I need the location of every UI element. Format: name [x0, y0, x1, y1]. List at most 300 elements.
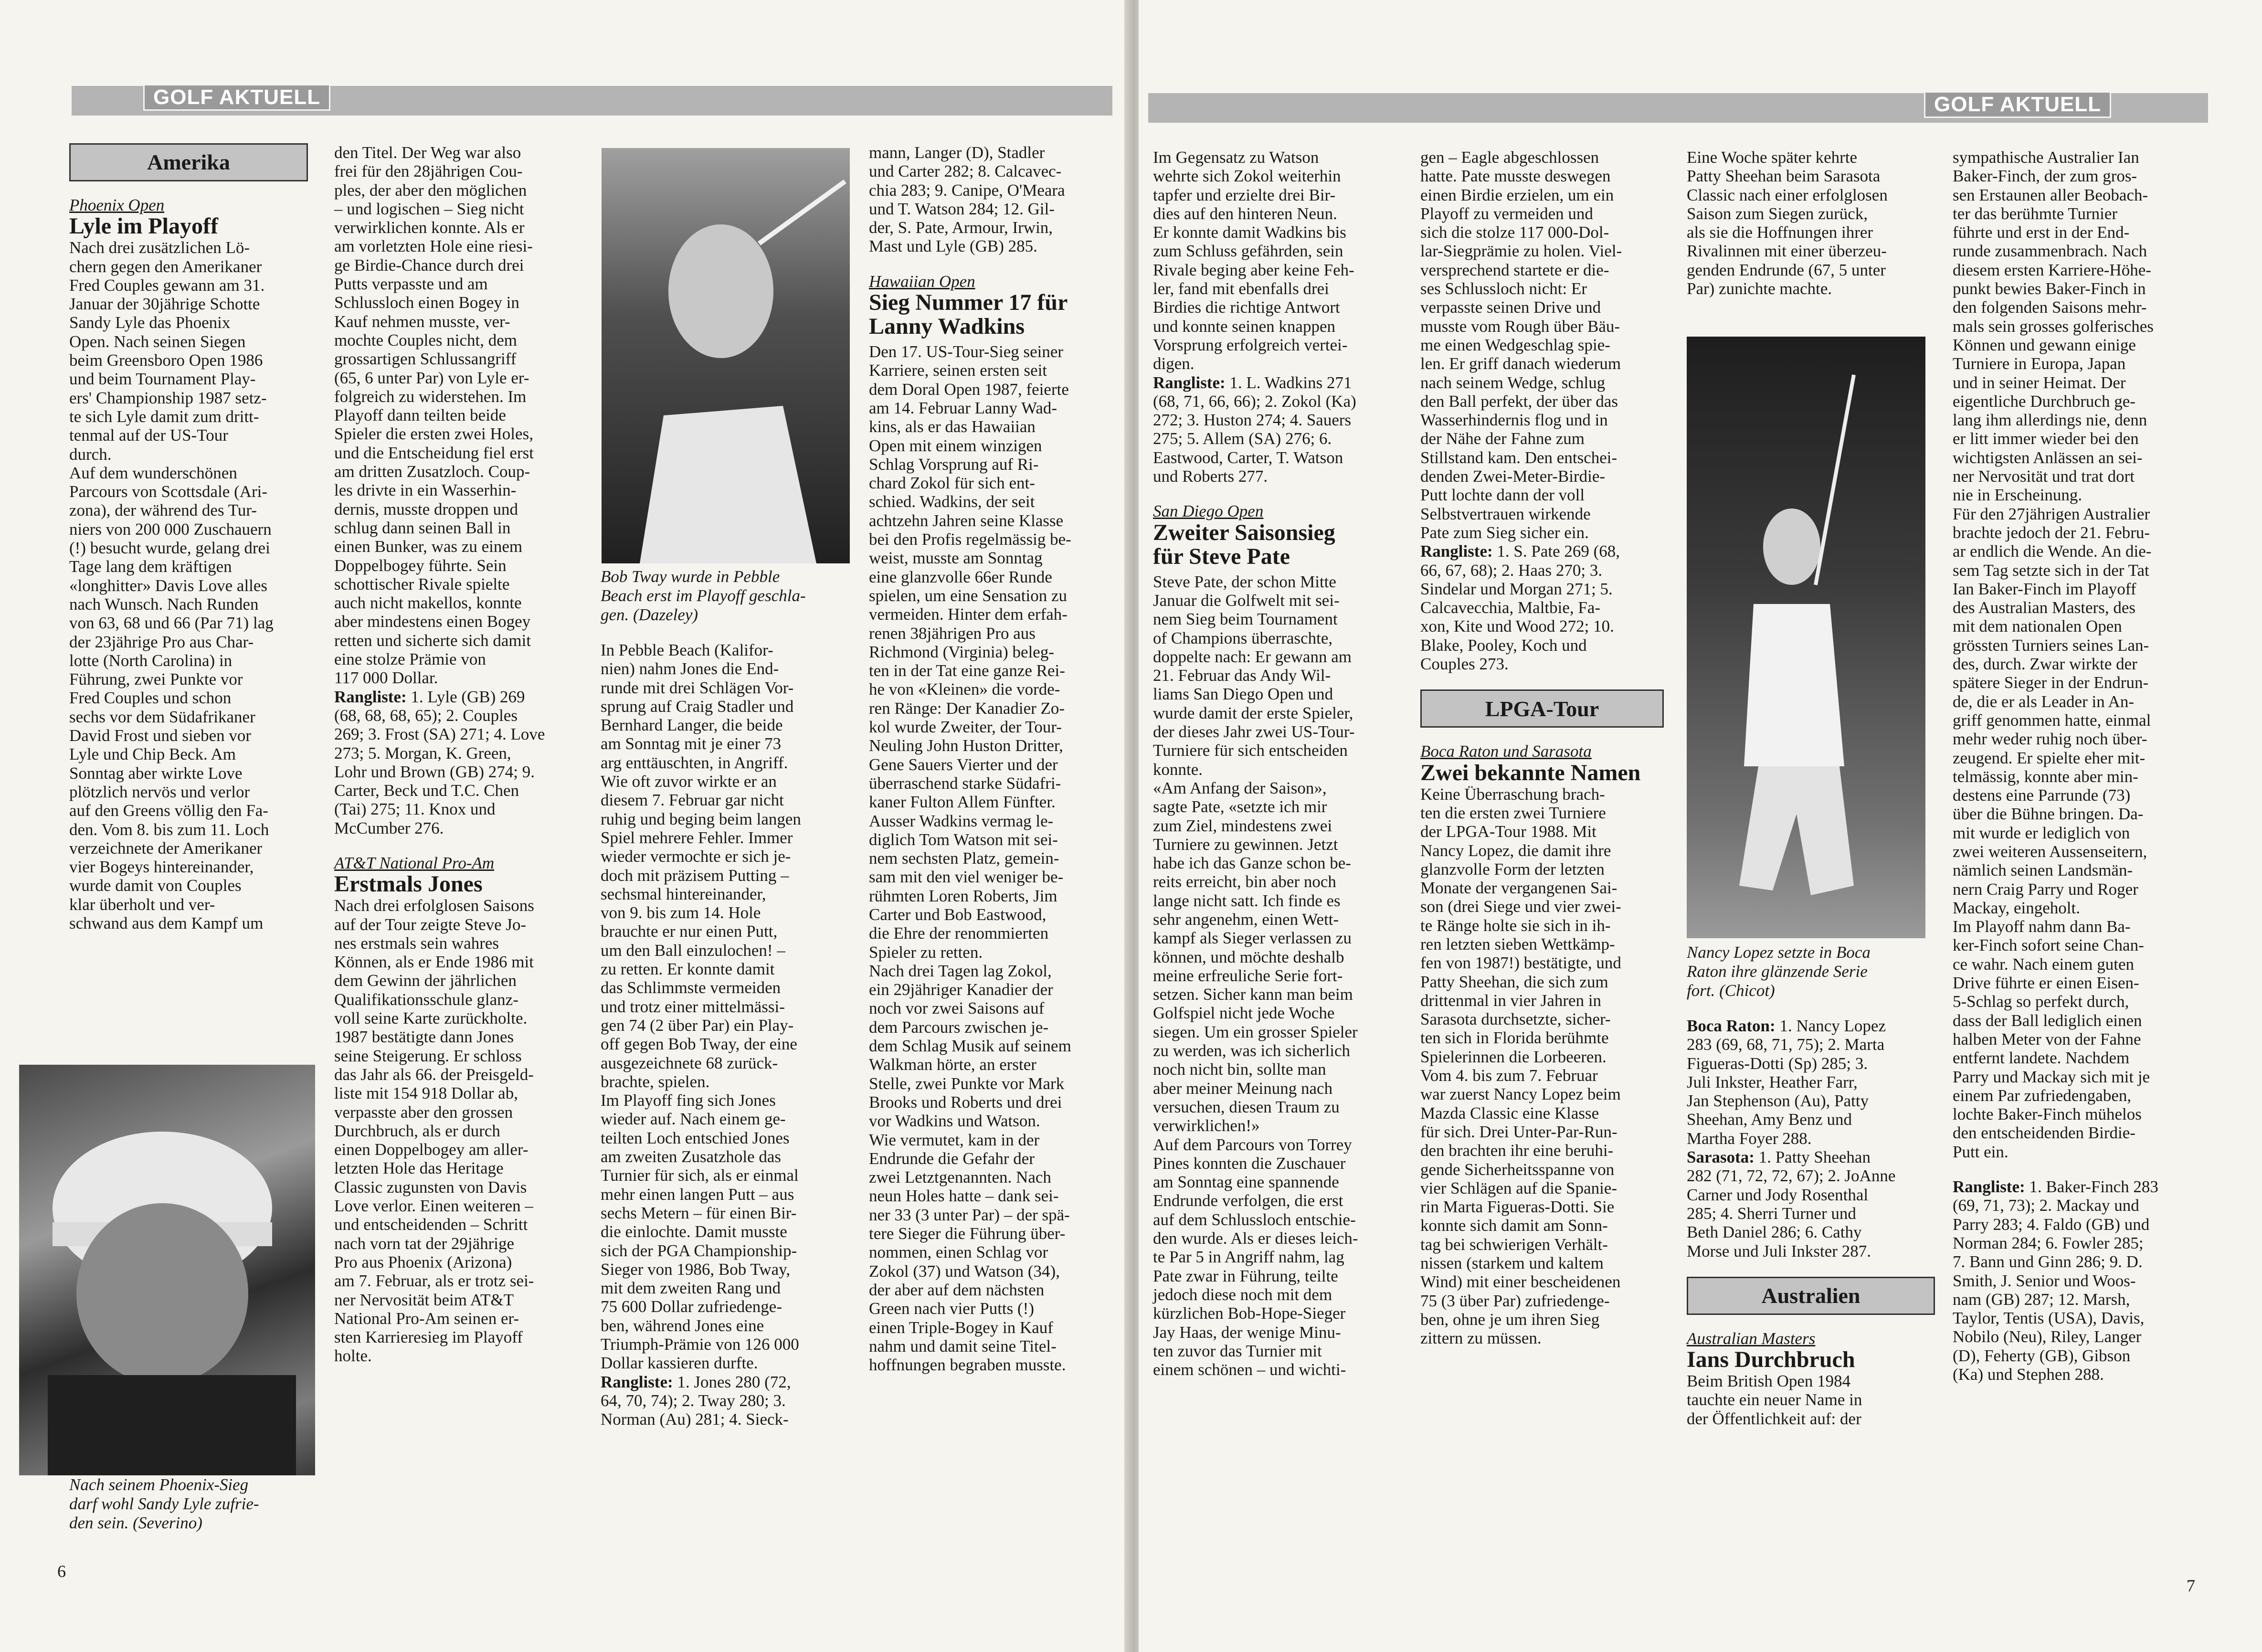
text-line: diglich Tom Watson mit sei-	[869, 830, 1058, 849]
text-line: Wind) mit einer bescheidenen	[1420, 1272, 1621, 1292]
text-line: rühmten Loren Roberts, Jim	[869, 886, 1057, 905]
text-line: beim Greensboro Open 1986	[69, 351, 263, 370]
text-line: weist, musste am Sonntag	[869, 549, 1043, 568]
right-page	[1139, 0, 2262, 1652]
text-line: mit dem nationalen Open	[1953, 617, 2122, 636]
text-line: ten sich in Florida berühmte	[1420, 1028, 1609, 1048]
text-line: habe ich das Ganze schon be-	[1153, 854, 1351, 873]
photo-nancy-lopez	[1687, 337, 1925, 938]
ranking-text: 1. L. Wadkins 271	[1225, 373, 1352, 392]
text-line: Golfspiel nicht jede Woche	[1153, 1004, 1335, 1023]
text-line: Richmond (Virginia) beleg-	[869, 642, 1054, 661]
text-line: Kauf nehmen musste, ver-	[334, 312, 510, 331]
text-line: diesem 7. Februar gar nicht	[601, 791, 784, 810]
ranking-line: Carner und Jody Rosenthal	[1687, 1185, 1869, 1204]
text-line: einem Par zufriedengaben,	[1953, 1086, 2132, 1105]
ranking-text: 1. Patty Sheehan	[1754, 1148, 1871, 1167]
column-6	[1420, 148, 1664, 1348]
text-line: am Sonntag eine spannende	[1153, 1173, 1339, 1192]
text-line: Open mit einem winzigen	[869, 436, 1042, 455]
text-line: Playoff dann teilten beide	[334, 406, 506, 425]
text-line: me einen Wedgeschlag spie-	[1420, 335, 1610, 354]
text-line: verpasste aber den grossen	[334, 1102, 513, 1122]
text-line: teilten Loch entschied Jones	[601, 1128, 790, 1147]
text-line: musste vom Rough über Bäu-	[1420, 317, 1620, 336]
text-line: vier Schlägen auf die Spanie-	[1420, 1178, 1617, 1197]
text-line: brachte jedoch der 21. Febru-	[1953, 523, 2150, 542]
text-line: Carter und Bob Eastwood,	[869, 905, 1046, 924]
text-line: Mazda Classic eine Klasse	[1420, 1103, 1599, 1123]
text-line: he von «Kleinen» die vorde-	[869, 680, 1060, 699]
text-line: Playoff zu vermeiden und	[1420, 204, 1593, 223]
text-line: einem schönen – und wichti-	[1153, 1360, 1346, 1379]
text-line: die Ehre der renommierten	[869, 924, 1049, 943]
text-line: tag bei schwierigen Verhält-	[1420, 1235, 1608, 1254]
text-line: Können und gewann einige	[1953, 335, 2136, 354]
text-line: Drive führte er einen Eisen-	[1953, 974, 2139, 993]
text-line: dem Gewinn der jährlichen	[334, 971, 517, 990]
ranking-line	[1687, 1017, 1935, 1035]
text-line: folgreich zu widerstehen. Im	[334, 387, 527, 406]
text-line: (!) besucht wurde, gelang drei	[69, 539, 270, 558]
column-8	[1953, 148, 2201, 1384]
ranking-boca-raton	[1687, 1017, 1935, 1148]
text-line: konnte.	[1153, 760, 1203, 779]
text-line: überraschend starke Südafri-	[869, 773, 1061, 793]
text-line: ein 29jähriger Kanadier der	[869, 980, 1053, 999]
text-line: Nancy Lopez, die damit ihre	[1420, 841, 1611, 860]
text-line: halben Meter von der Fahne	[1953, 1029, 2141, 1048]
text-line: Können, als er Ende 1986 mit	[334, 953, 534, 972]
ranking-line	[1953, 1177, 2201, 1196]
text-line: Sonntag aber wirkte Love	[69, 763, 243, 783]
kicker-att-pro-am: AT&T National Pro-Am	[334, 853, 495, 872]
text-line: den wurde. Als er dieses leich-	[1153, 1229, 1358, 1248]
text-line: nern Craig Parry und Roger	[1953, 879, 2138, 899]
text-line: nissen (starkem und kaltem	[1420, 1254, 1604, 1273]
text-line: renen 38jährigen Pro aus	[869, 624, 1036, 643]
text-line: Dollar kassieren durfte.	[601, 1354, 758, 1373]
text-line: Brooks und Roberts und drei	[869, 1092, 1062, 1112]
text-line: genden Endrunde (67, 5 unter	[1687, 260, 1886, 279]
headline-jones: Erstmals Jones	[334, 871, 483, 897]
text-line: grossartigen Schlussangriff	[334, 349, 517, 369]
text-line: am 7. Februar, als er trotz sei-	[334, 1271, 534, 1291]
article-body-pate-continued	[1420, 148, 1664, 542]
ranking-line: 285; 4. Sherri Turner und	[1687, 1204, 1856, 1223]
text-line: auf dem Schlussloch entschie-	[1153, 1210, 1356, 1229]
text-line: lotte (North Carolina) in	[69, 651, 233, 670]
article-body-lpga	[1420, 785, 1664, 1348]
text-line: ers' Championship 1987 setz-	[69, 388, 267, 407]
text-line: Fred Couples gewann am 31.	[69, 275, 265, 295]
text-line: Baker-Finch, der zum gros-	[1953, 167, 2137, 186]
text-line: National Pro-Am seinen er-	[334, 1309, 519, 1328]
ranking-line: Sindelar und Morgan 271; 5.	[1420, 579, 1613, 598]
text-line: Steve Pate, der schon Mitte	[1153, 572, 1336, 591]
text-line: drittenmal in vier Jahren in	[1420, 991, 1602, 1010]
text-line: Beach erst im Playoff geschla-	[601, 586, 806, 605]
ranking-line: (68, 71, 66, 66); 2. Zokol (Ka)	[1153, 392, 1356, 411]
text-line: mit dem zweiten Rang und	[601, 1279, 781, 1298]
headline-lyle: Lyle im Playoff	[69, 213, 218, 239]
article-body-wadkins	[869, 342, 1108, 1374]
text-line: der Nähe der Fahne zum	[1420, 429, 1585, 448]
text-line: ruhig und beging beim langen	[601, 809, 801, 828]
text-line: Sieger von 1986, Bob Tway,	[601, 1260, 791, 1279]
ranking-text: 1. S. Pate 269 (68,	[1492, 542, 1620, 561]
text-line: Bob Tway wurde in Pebble	[601, 567, 780, 586]
text-line: Nach seinem Phoenix-Sieg	[69, 1475, 249, 1494]
text-line: den. Vom 8. bis zum 11. Loch	[69, 820, 269, 839]
ranking-san-diego	[1420, 542, 1664, 673]
text-line: Januar der 30jährige Schotte	[69, 295, 260, 314]
ranking-line: Martha Foyer 288.	[1687, 1129, 1812, 1148]
text-line: diesem ersten Karriere-Höhe-	[1953, 260, 2151, 279]
ranking-line: Morse und Juli Inkster 287.	[1687, 1241, 1871, 1260]
headline-pate	[1153, 521, 1401, 569]
text-line: Patty Sheehan beim Sarasota	[1687, 167, 1881, 186]
text-line: eine stolze Prämie von	[334, 650, 486, 669]
photo-sandy-lyle	[19, 1065, 315, 1475]
text-line: und T. Watson 284; 12. Gil-	[869, 199, 1055, 218]
text-line: mann, Langer (D), Stadler	[869, 143, 1045, 162]
ranking-line: Norman (Au) 281; 4. Sieck-	[601, 1410, 789, 1429]
text-line: chia 283; 9. Canipe, O'Meara	[869, 180, 1065, 200]
ranking-line: (Ka) und Stephen 288.	[1953, 1365, 2104, 1384]
column-3	[601, 567, 849, 1429]
text-line: kins, als er das Hawaiian	[869, 417, 1036, 436]
text-line: de, die er als Leader in An-	[1953, 692, 2134, 711]
text-line: Par) zunichte machte.	[1687, 279, 1832, 298]
ranking-line: 275; 5. Allem (SA) 276; 6.	[1153, 429, 1332, 448]
text-line: nämlich seinen Landsmän-	[1953, 861, 2133, 880]
article-body-pate	[1153, 572, 1401, 1379]
headline-wadkins	[869, 291, 1108, 339]
ranking-line: McCumber 276.	[334, 818, 444, 837]
text-line: ker-Finch sofort seine Chan-	[1953, 936, 2144, 955]
text-line: wichtigsten Anlässen an sei-	[1953, 448, 2143, 467]
text-line: nach seinem Wedge, schlug	[1420, 373, 1606, 392]
text-line: Stelle, zwei Punkte vor Mark	[869, 1074, 1065, 1093]
text-line: Neuling John Huston Dritter,	[869, 736, 1063, 755]
text-line: Fred Couples und schon	[69, 688, 232, 708]
ranking-line: nam (GB) 287; 12. Marsh,	[1953, 1290, 2130, 1309]
text-line: tenmal auf der US-Tour	[69, 426, 228, 445]
caption-bob-tway	[601, 567, 849, 625]
text-line: hatte. Pate musste deswegen	[1420, 167, 1611, 186]
text-line: sehr angenehm, einen Wett-	[1153, 910, 1339, 929]
headline-durchbruch: Ians Durchbruch	[1687, 1347, 1855, 1373]
text-line: brachte, spielen.	[601, 1072, 710, 1091]
ranking-line: Norman 284; 6. Fowler 285;	[1953, 1233, 2144, 1252]
text-line: sten Karrieresieg im Playoff	[334, 1328, 523, 1347]
ranking-line: 272; 3. Huston 274; 4. Sauers	[1153, 411, 1352, 430]
text-line: Birdies die richtige Antwort	[1153, 298, 1340, 317]
text-line: zeugend. Er spielte eher mit-	[1953, 748, 2146, 767]
text-line: doppelte nach: Er gewann am	[1153, 647, 1352, 666]
text-line: fen von 1987!) bestätigte, und	[1420, 953, 1621, 973]
text-line: Ian Baker-Finch im Playoff	[1953, 579, 2136, 598]
ranking-line	[334, 688, 559, 706]
text-line: Saison zum Siegen zurück,	[1687, 204, 1868, 223]
text-line: Schlussloch einen Bogey in	[334, 293, 519, 312]
text-line: Für den 27jährigen Australier	[1953, 504, 2150, 523]
ranking-text: 1. Nancy Lopez	[1775, 1017, 1886, 1035]
text-line: Doppelbogey führte. Sein	[334, 556, 507, 575]
text-line: der LPGA-Tour 1988. Mit	[1420, 822, 1596, 841]
text-line: digen.	[1153, 354, 1194, 373]
text-line: – und logischen – Sieg nicht	[334, 199, 524, 218]
text-line: Spieler zu retten.	[869, 942, 983, 962]
text-line: Classic nach einer erfolglosen	[1687, 185, 1888, 204]
text-line: Nach drei Tagen lag Zokol,	[869, 961, 1052, 980]
text-line: meine erfreuliche Serie fort-	[1153, 966, 1343, 985]
text-line: Führung, zwei Punkte vor	[69, 670, 243, 689]
section-heading-amerika: Amerika	[69, 143, 308, 181]
text-line: Karriere, seinen ersten seit	[869, 361, 1047, 380]
text-line: son (drei Siege und vier zwei-	[1420, 897, 1621, 916]
text-line: Mast und Lyle (GB) 285.	[869, 237, 1037, 256]
text-line: chern gegen den Amerikaner	[69, 257, 262, 276]
text-line: zona), der während des Tur-	[69, 501, 257, 520]
headline-zwei-namen: Zwei bekannte Namen	[1420, 760, 1641, 785]
text-line: und trotz einer mittelmässi-	[601, 997, 785, 1016]
text-line: spielen, um eine Sensation zu	[869, 586, 1068, 605]
text-line: Er konnte damit Wadkins bis	[1153, 223, 1346, 242]
text-line: nes erstmals sein wahres	[334, 933, 499, 953]
ranking-label: Rangliste:	[1153, 373, 1226, 392]
text-line: (65, 6 unter Par) von Lyle er-	[334, 368, 529, 387]
ranking-label: Rangliste:	[601, 1372, 673, 1391]
text-line: zu retten. Er konnte damit	[601, 960, 775, 979]
text-line: eine glanzvolle 66er Runde	[869, 567, 1052, 586]
text-line: der 23jährige Pro aus Char-	[69, 632, 254, 651]
text-line: Mackay, eingeholt.	[1953, 898, 2080, 917]
text-line: kaner Fulton Allem Fünfter.	[869, 793, 1056, 812]
text-line: war zuerst Nancy Lopez beim	[1420, 1085, 1621, 1104]
ranking-hawaiian	[1153, 373, 1401, 486]
text-line: nem sechsten Platz, gemein-	[869, 849, 1059, 868]
text-line: um den Ball einzulochen! –	[601, 941, 785, 960]
text-line: zum Ziel, mindestens zwei	[1153, 816, 1332, 835]
section-heading-lpga: LPGA-Tour	[1420, 689, 1664, 728]
text-line: den brachten ihr eine beruhi-	[1420, 1141, 1614, 1160]
text-line: ar endlich die Wende. An die-	[1953, 542, 2152, 561]
text-line: ben, ohne je um ihren Sieg	[1420, 1310, 1600, 1329]
text-line: am vorletzten Hole eine riesi-	[334, 237, 533, 256]
text-line: mehr weder ruhig noch über-	[1953, 730, 2147, 749]
text-line: wurde damit von Couples	[69, 876, 242, 895]
text-line: dem Doral Open 1987, feierte	[869, 380, 1069, 399]
text-line: sem Tag setzte sich in der Tat	[1953, 561, 2149, 580]
text-line: griff genommen hatte, einmal	[1953, 710, 2151, 730]
text-line: und entscheidenden – Schritt	[334, 1215, 528, 1234]
text-line: Nach drei erfolglosen Saisons	[334, 896, 534, 915]
ranking-line: Beth Daniel 286; 6. Cathy	[1687, 1223, 1862, 1242]
text-line: verwirklichen!»	[1153, 1116, 1260, 1135]
text-line: den Ball perfekt, der über das	[1420, 392, 1618, 411]
text-line: doch mit präzisem Putting –	[601, 866, 789, 885]
text-line: chard Zokol für sich ent-	[869, 474, 1035, 493]
text-line: Turniere zu gewinnen. Jetzt	[1153, 835, 1338, 854]
ranking-line: Smith, J. Senior und Woos-	[1953, 1271, 2136, 1290]
text-line: sam mit den viel weniger be-	[869, 868, 1064, 887]
text-line: Endrunde die Gefahr der	[869, 1149, 1035, 1168]
text-line: Pines konnten die Zuschauer	[1153, 1154, 1346, 1173]
text-line: denden Zwei-Meter-Birdie-	[1420, 467, 1606, 486]
ranking-line: 269; 3. Frost (SA) 271; 4. Love	[334, 725, 545, 744]
text-line: Triumph-Prämie von 126 000	[601, 1334, 799, 1354]
text-line: ler, fand mit ebenfalls drei	[1153, 279, 1329, 298]
text-line: tere Sieger die Führung über-	[869, 1224, 1066, 1243]
text-line: Januar die Golfwelt mit sei-	[1153, 591, 1340, 610]
text-line: der, S. Pate, Armour, Irwin,	[869, 218, 1053, 237]
text-line: Lanny Wadkins	[869, 314, 1025, 339]
photo-bob-tway	[602, 148, 850, 563]
column-7-bottom	[1687, 943, 1935, 1428]
text-line: setzen. Sicher kann man beim	[1153, 985, 1353, 1004]
text-line: mit wurde er lediglich von	[1953, 823, 2130, 842]
text-line: Zweiter Saisonsieg	[1153, 519, 1335, 545]
text-line: jedoch diese noch mit dem	[1153, 1285, 1332, 1304]
ranking-text: 1. Jones 280 (72,	[673, 1372, 791, 1391]
text-line: einen Doppelbogey am aller-	[334, 1140, 529, 1159]
text-line: ren letzten sieben Wettkämp-	[1420, 934, 1615, 953]
text-line: sympathische Australier Ian	[1953, 148, 2139, 167]
ranking-sarasota	[1687, 1148, 1935, 1260]
ranking-line: Eastwood, Carter, T. Watson	[1153, 448, 1343, 467]
ranking-label: Sarasota:	[1687, 1148, 1755, 1167]
text-line: ten die ersten zwei Turniere	[1420, 803, 1606, 822]
text-line: Durchbruch, als er durch	[334, 1121, 500, 1140]
article-body-lyle-continued	[334, 143, 559, 688]
text-line: sich die stolze 117 000-Dol-	[1420, 223, 1609, 242]
article-body-sheehan	[1687, 148, 1930, 298]
text-line: einen Triple-Bogey in Kauf	[869, 1318, 1053, 1337]
text-line: Im Gegensatz zu Watson	[1153, 148, 1319, 167]
ranking-line	[601, 1373, 849, 1391]
ranking-line: Calcavecchia, Maltbie, Fa-	[1420, 598, 1601, 617]
text-line: mochte Couples nicht, dem	[334, 330, 517, 349]
text-line: Turniere in Europa, Japan	[1953, 354, 2126, 373]
text-line: auf den Greens völlig den Fa-	[69, 801, 268, 820]
text-line: sechs vor dem Südafrikaner	[69, 707, 255, 726]
text-line: von 63, 68 und 66 (Par 71) lag	[69, 614, 274, 633]
text-line: ge Birdie-Chance durch drei	[334, 255, 524, 275]
text-line: dernis, musste droppen und	[334, 499, 518, 519]
text-line: nommen, einen Schlag vor	[869, 1243, 1048, 1262]
text-line: Auf dem wunderschönen	[69, 463, 237, 482]
text-line: am zweiten Zusatzhole das	[601, 1147, 782, 1166]
text-line: vier Bogeys hintereinander,	[69, 858, 254, 877]
ranking-line: Couples 273.	[1420, 655, 1509, 674]
text-line: Im Playoff fing sich Jones	[601, 1091, 776, 1110]
text-line: zu werden, was ich sicherlich	[1153, 1041, 1351, 1060]
text-line: telmässig, konnte aber min-	[1953, 767, 2138, 786]
text-line: Spieler die ersten zwei Holes,	[334, 424, 533, 444]
text-line: ner Nervosität und trat dort	[1953, 467, 2135, 486]
text-line: gende Sicherheitsspanne von	[1420, 1160, 1615, 1179]
ranking-line	[1687, 1148, 1935, 1166]
text-line: Nach drei zusätzlichen Lö-	[69, 238, 250, 257]
text-line: rin Marta Figueras-Dotti. Sie	[1420, 1197, 1615, 1217]
text-line: liste mit 154 918 Dollar ab,	[334, 1084, 518, 1103]
ranking-line: 64, 70, 74); 2. Tway 280; 3.	[601, 1391, 786, 1410]
text-line: und beim Tournament Play-	[69, 370, 256, 389]
text-line: zwei Letztgenannten. Nach	[869, 1168, 1051, 1187]
text-line: nem Sieg beim Tournament	[1153, 610, 1338, 629]
text-line: dies auf den hinteren Neun.	[1153, 204, 1337, 223]
text-line: Walkman hörte, an erster	[869, 1055, 1036, 1074]
text-line: Rivale beging aber keine Feh-	[1153, 260, 1354, 279]
column-2	[334, 143, 559, 1366]
text-line: verpasste seinen Drive und	[1420, 298, 1601, 317]
text-line: schied. Wadkins, der seit	[869, 492, 1035, 511]
text-line: vor Wadkins und Watson.	[869, 1112, 1040, 1131]
text-line: den entscheidenden Birdie-	[1953, 1123, 2135, 1143]
text-line: Zokol (37) und Watson (34),	[869, 1261, 1060, 1281]
text-line: te Ränge holte sie sich in ih-	[1420, 916, 1611, 935]
text-line: den sein. (Severino)	[69, 1514, 202, 1532]
text-line: Stillstand kam. Den entschei-	[1420, 448, 1617, 467]
text-line: grössten Turniers seines Lan-	[1953, 635, 2149, 655]
text-line: Parcours von Scottsdale (Ari-	[69, 482, 268, 501]
text-line: Auf dem Parcours von Torrey	[1153, 1135, 1352, 1154]
text-line: am dritten Zusatzloch. Coup-	[334, 462, 530, 481]
text-line: klar überholt und ver-	[69, 895, 215, 914]
ranking-att	[601, 1373, 849, 1429]
text-line: Wasserhindernis flog und in	[1420, 411, 1608, 430]
text-line: len. Er griff danach wiederum	[1420, 354, 1621, 373]
article-body-lyle	[69, 238, 308, 932]
ranking-att-continued	[869, 143, 1108, 256]
text-line: runde zusammenbrach. Nach	[1953, 242, 2147, 261]
text-line: der aber auf dem nächsten	[869, 1280, 1045, 1299]
text-line: te Par 5 in Angriff nahm, lag	[1153, 1248, 1344, 1267]
text-line: zwei weiteren Aussenseitern,	[1953, 842, 2147, 861]
text-line: das Jahr als 66. der Preisgeld-	[334, 1065, 534, 1084]
section-tag-right: GOLF AKTUELL	[1924, 91, 2111, 118]
text-line: Green nach vier Putts (!)	[869, 1299, 1034, 1318]
section-heading-australien: Australien	[1687, 1277, 1935, 1315]
text-line: ples, der aber den möglichen	[334, 180, 527, 200]
text-line: fort. (Chicot)	[1687, 981, 1775, 1000]
text-line: den folgenden Saisons mehr-	[1953, 298, 2147, 317]
text-line: nie in Erscheinung.	[1953, 486, 2082, 505]
text-line: lar-Siegprämie zu holen. Viel-	[1420, 242, 1622, 261]
text-line: aber meiner Meinung nach	[1153, 1079, 1333, 1098]
text-line: für sich. Drei Unter-Par-Run-	[1420, 1122, 1617, 1141]
text-line: In Pebble Beach (Kalifor-	[601, 641, 773, 659]
text-line: lochte Baker-Finch mühelos	[1953, 1105, 2142, 1124]
text-line: sich der PGA Championship-	[601, 1241, 797, 1260]
text-line: Keine Überraschung brach-	[1420, 784, 1605, 804]
text-line: einen Bunker, was zu einem	[334, 537, 523, 556]
text-line: seine Steigerung. Er schloss	[334, 1046, 522, 1065]
text-line: entfernt landete. Nachdem	[1953, 1048, 2130, 1068]
text-line: dem Schlag Musik auf seinem	[869, 1037, 1071, 1056]
kicker-san-diego-open: San Diego Open	[1153, 502, 1264, 521]
ranking-line: Taylor, Tentis (USA), Davis,	[1953, 1309, 2145, 1328]
text-line: versuchen, diesen Traum zu	[1153, 1097, 1340, 1116]
left-page	[0, 0, 1129, 1652]
text-line: 75 600 Dollar zufriedenge-	[601, 1297, 782, 1316]
text-line: und in seiner Heimat. Der	[1953, 373, 2126, 392]
text-line: Gene Sauers Vierter und der	[869, 755, 1058, 774]
text-line: kol wurde Zweiter, der Tour-	[869, 718, 1062, 737]
text-line: ter das berühmte Turnier	[1953, 204, 2118, 223]
